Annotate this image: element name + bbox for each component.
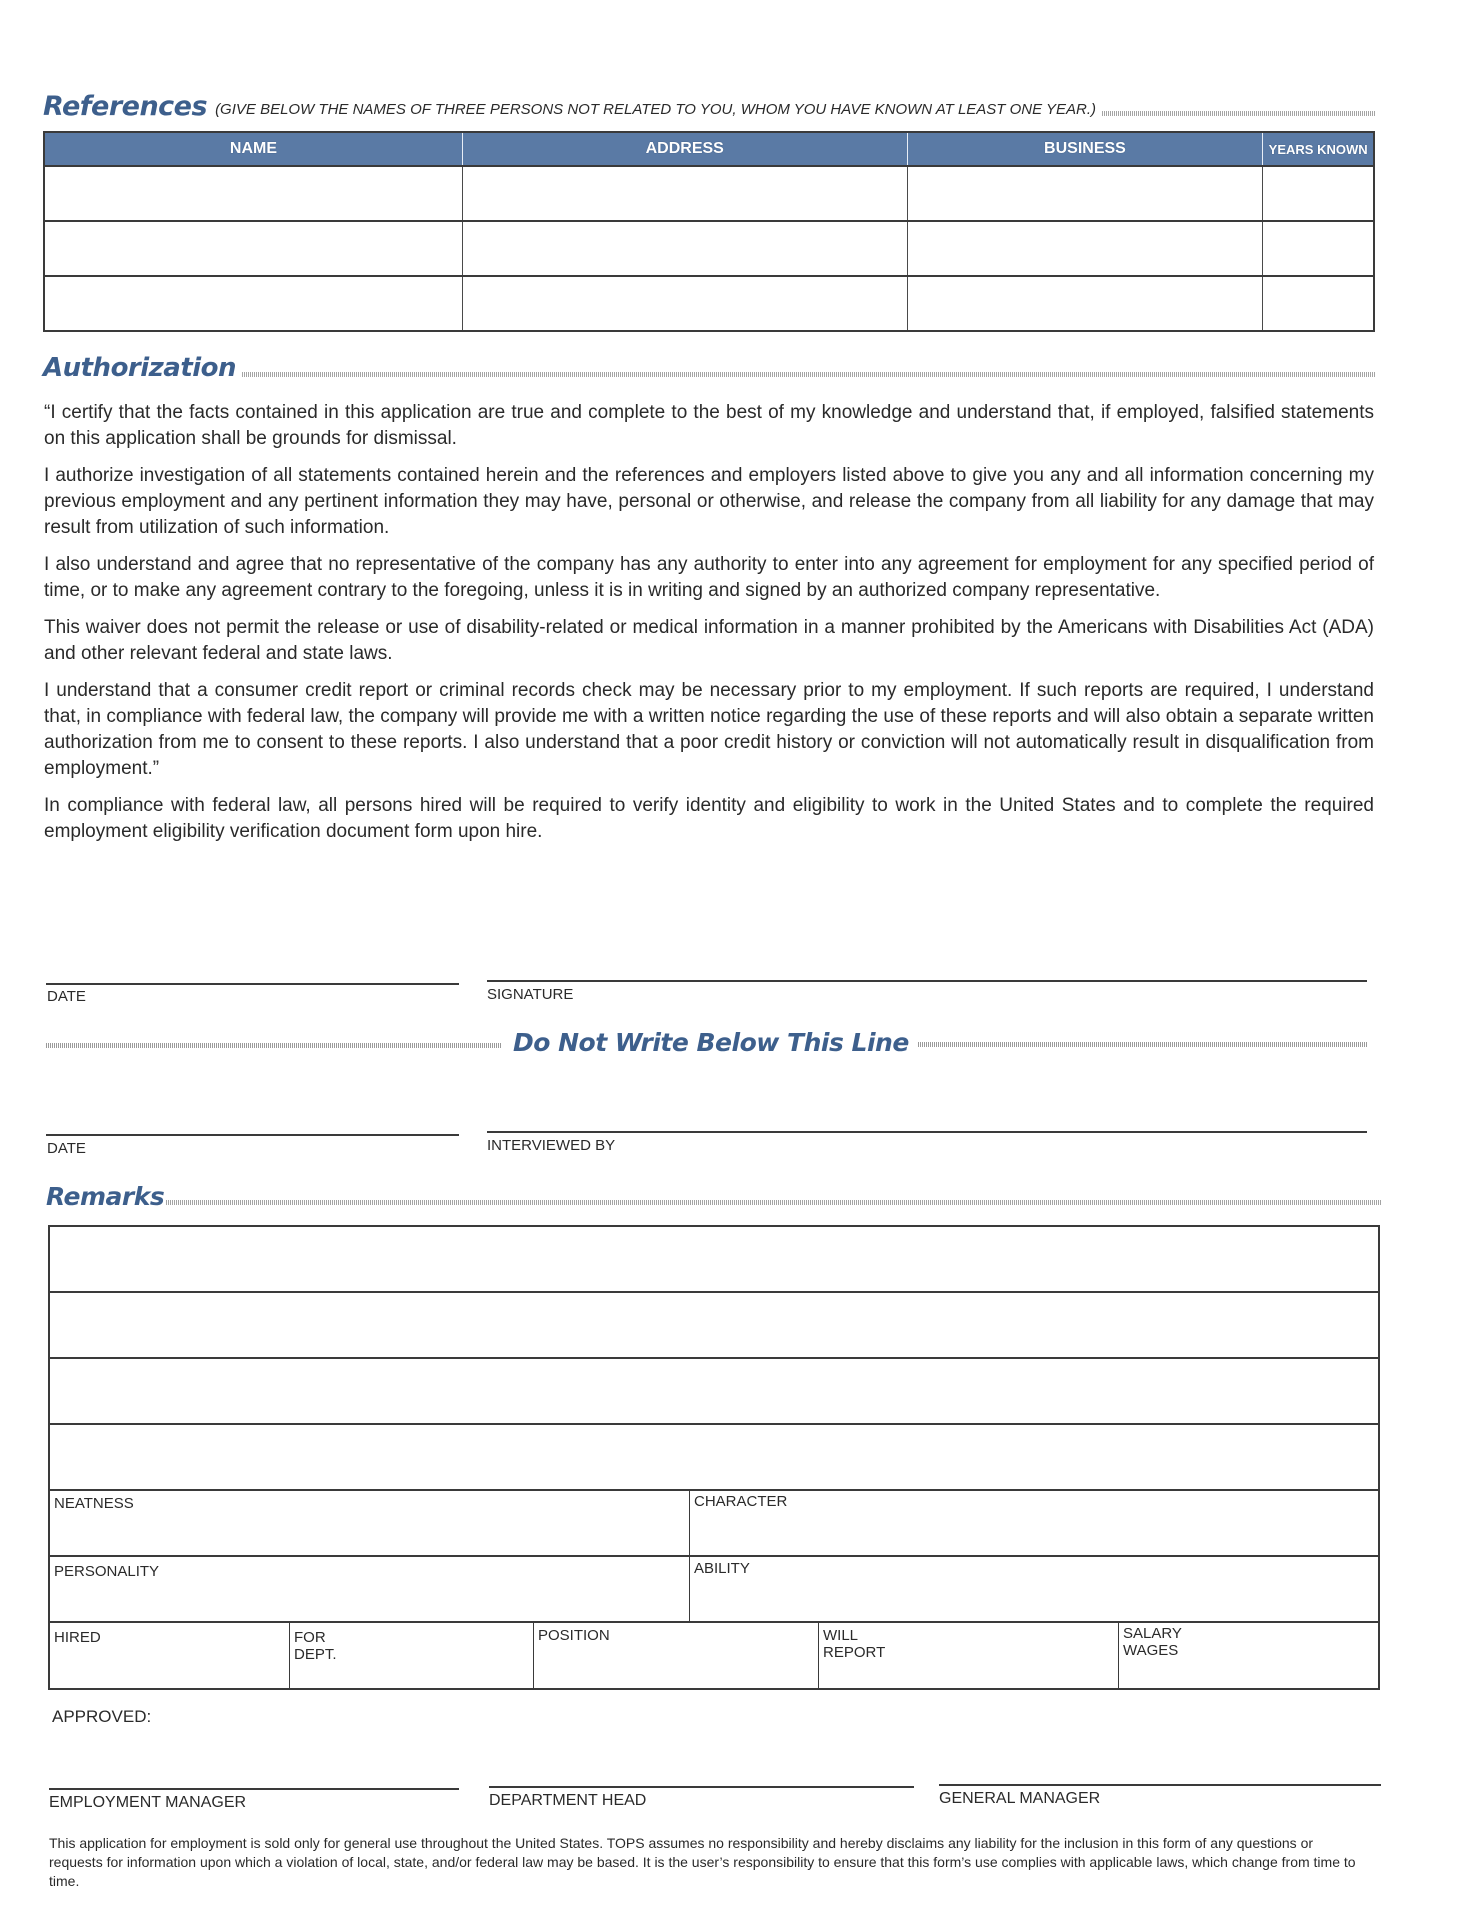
hired-field[interactable] [50, 1623, 290, 1688]
employment-manager-label: EMPLOYMENT MANAGER [49, 1794, 247, 1811]
column-header-years-known: YEARS KNOWN [1263, 132, 1374, 166]
general-manager-signature-field[interactable] [939, 1784, 1381, 1786]
references-title: References [43, 91, 208, 122]
general-manager-label: GENERAL MANAGER [939, 1790, 1101, 1807]
ability-label: ABILITY [694, 1560, 750, 1577]
table-row [44, 166, 1374, 221]
position-field[interactable] [534, 1623, 819, 1688]
remarks-title: Remarks [46, 1182, 165, 1211]
references-table [43, 131, 1375, 332]
authorization-paragraph: “I certify that the facts contained in this application are true and complete to the best of my knowledge and understand that, if employed, falsified statements on this application shall be grounds for dismissal. [44, 402, 1374, 449]
office-date-field[interactable] [46, 1134, 459, 1136]
reference-3-years-field[interactable] [1263, 276, 1374, 331]
remarks-heading [46, 1184, 1381, 1209]
reference-1-address-field[interactable] [462, 166, 907, 221]
authorization-paragraph: In compliance with federal law, all persons hired will be required to verify identity and eligibility to work in the United States and to complete the required employment eligibility verification document form upon hire. [44, 795, 1374, 842]
salary-wages-field[interactable] [1119, 1623, 1378, 1688]
references-heading [43, 93, 1375, 120]
salary-wages-label: SALARY WAGES [1123, 1625, 1182, 1659]
table-header-row [44, 132, 1374, 166]
position-label: POSITION [538, 1627, 610, 1644]
will-report-field[interactable] [819, 1623, 1119, 1688]
authorization-heading [43, 355, 1375, 381]
applicant-date-label: DATE [47, 988, 86, 1005]
neatness-field[interactable] [50, 1491, 690, 1555]
reference-2-name-field[interactable] [44, 221, 462, 276]
do-not-write-below-title: Do Not Write Below This Line [513, 1028, 909, 1057]
evaluation-row-1 [50, 1491, 1378, 1557]
remarks-line-1[interactable] [50, 1227, 1378, 1293]
neatness-label: NEATNESS [54, 1495, 134, 1512]
department-head-signature-field[interactable] [489, 1786, 914, 1788]
reference-2-business-field[interactable] [907, 221, 1263, 276]
reference-2-years-field[interactable] [1263, 221, 1374, 276]
column-header-business: BUSINESS [907, 132, 1263, 166]
character-label: CHARACTER [694, 1493, 788, 1510]
personality-label: PERSONALITY [54, 1563, 160, 1580]
hired-label: HIRED [54, 1629, 101, 1646]
authorization-paragraph: I also understand and agree that no representative of the company has any authority to enter into any agreement for employment for any specified period of time, or to make any agreement contrary to the foregoing, unless it is in writing and signed by an authorized company representative. [44, 554, 1374, 601]
table-row [44, 276, 1374, 331]
column-header-name: NAME [44, 132, 462, 166]
applicant-signature-field[interactable] [487, 980, 1367, 982]
office-date-label: DATE [47, 1140, 86, 1157]
department-head-label: DEPARTMENT HEAD [489, 1792, 647, 1809]
divider-rule-left [46, 1043, 502, 1048]
ability-field[interactable] [690, 1557, 1378, 1621]
reference-3-name-field[interactable] [44, 276, 462, 331]
remarks-line-4[interactable] [50, 1425, 1378, 1491]
dotted-rule [166, 1200, 1381, 1205]
will-report-label: WILL REPORT [823, 1627, 886, 1661]
legal-disclaimer: This application for employment is sold only for general use throughout the United States. TOPS assumes no responsibility and hereby disclaims any liability for the inclusion in this form of any questions or requests for information upon which a violation of local, state, and/or federal law may be based. It is the user’s responsibility to ensure that this form’s use complies with applicable laws, which change from time to time. [49, 1835, 1356, 1889]
reference-2-address-field[interactable] [462, 221, 907, 276]
applicant-signature-label: SIGNATURE [487, 986, 574, 1003]
dotted-rule [242, 372, 1375, 377]
interviewed-by-label: INTERVIEWED BY [487, 1137, 616, 1154]
hiring-row [50, 1623, 1378, 1688]
for-dept-label: FOR DEPT. [294, 1629, 337, 1663]
references-instruction: (GIVE BELOW THE NAMES OF THREE PERSONS NOT RELATED TO YOU, WHOM YOU HAVE KNOWN AT LEAST ONE YEAR.) [215, 101, 1097, 118]
remarks-line-3[interactable] [50, 1359, 1378, 1425]
authorization-paragraph: I understand that a consumer credit report or criminal records check may be necessary prior to my employment. If such reports are required, I understand that, in compliance with federal law, the company will provide me with a written notice regarding the use of these reports and will also obtain a separate written authorization from me to consent to these reports. I also understand that a poor credit history or conviction will not automatically result in disqualification from employment.” [44, 680, 1374, 779]
reference-1-name-field[interactable] [44, 166, 462, 221]
applicant-date-field[interactable] [46, 983, 459, 985]
for-dept-field[interactable] [290, 1623, 534, 1688]
reference-1-business-field[interactable] [907, 166, 1263, 221]
column-header-address: ADDRESS [462, 132, 907, 166]
reference-1-years-field[interactable] [1263, 166, 1374, 221]
remarks-line-2[interactable] [50, 1293, 1378, 1359]
personality-field[interactable] [50, 1557, 690, 1621]
approved-label: APPROVED: [52, 1707, 152, 1726]
character-field[interactable] [690, 1491, 1378, 1555]
remarks-box [48, 1225, 1380, 1690]
authorization-paragraph: This waiver does not permit the release or use of disability-related or medical information in a manner prohibited by the Americans with Disabilities Act (ADA) and other relevant federal and state laws. [44, 617, 1374, 664]
reference-3-business-field[interactable] [907, 276, 1263, 331]
authorization-statement [44, 400, 1374, 856]
dotted-rule [1102, 111, 1375, 116]
evaluation-row-2 [50, 1557, 1378, 1623]
interviewed-by-field[interactable] [487, 1131, 1367, 1133]
authorization-paragraph: I authorize investigation of all statements contained herein and the references and employers listed above to give you any and all information concerning my previous employment and any pertinent information they may have, personal or otherwise, and release the company from all liability for any damage that may result from utilization of such information. [44, 465, 1374, 538]
authorization-title: Authorization [43, 353, 237, 383]
reference-3-address-field[interactable] [462, 276, 907, 331]
table-row [44, 221, 1374, 276]
employment-manager-signature-field[interactable] [49, 1788, 459, 1790]
divider-rule-right [918, 1042, 1367, 1047]
